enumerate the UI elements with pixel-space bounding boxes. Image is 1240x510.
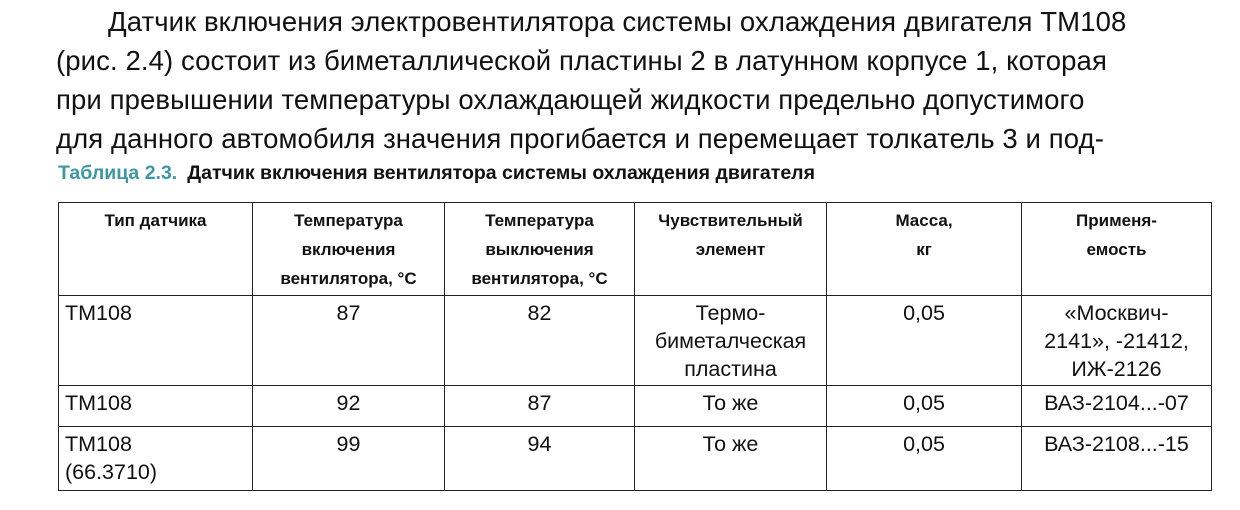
paragraph-line: для данного автомобиля значения прогибается и перемещает толкатель 3 и под- (56, 123, 1104, 154)
header-sensing-element: Чувствительный элемент (635, 203, 827, 296)
paragraph-line: при превышении температуры охлаждающей жидкости предельно допустимого (56, 84, 1085, 115)
header-sensor-type: Тип датчика (59, 203, 253, 296)
cell-sensor-type: ТМ108 (59, 386, 253, 427)
table-caption (58, 162, 815, 185)
paragraph-line: (рис. 2.4) состоит из биметаллической пластины 2 в латунном корпусе 1, которая (56, 45, 1107, 76)
table-row (59, 386, 1212, 427)
paragraph-line: Датчик включения электровентилятора системы охлаждения двигателя ТМ108 (108, 6, 1127, 37)
table-caption-label: Таблица 2.3. (58, 162, 178, 184)
cell-temp-on: 92 (253, 386, 445, 427)
table-row (59, 427, 1212, 491)
sensor-table (58, 202, 1212, 491)
cell-temp-off: 87 (445, 386, 635, 427)
table-row (59, 296, 1212, 386)
cell-sensor-type: ТМ108 (59, 296, 253, 386)
cell-temp-off: 94 (445, 427, 635, 491)
cell-application: ВАЗ-2104...-07 (1022, 386, 1212, 427)
cell-temp-off: 82 (445, 296, 635, 386)
cell-temp-on: 99 (253, 427, 445, 491)
cell-mass: 0,05 (827, 296, 1022, 386)
header-temp-on: Температура включения вентилятора, °С (253, 203, 445, 296)
cell-application: «Москвич- 2141», -21412, ИЖ-2126 (1022, 296, 1212, 386)
header-temp-off: Температура выключения вентилятора, °С (445, 203, 635, 296)
cell-application: ВАЗ-2108...-15 (1022, 427, 1212, 491)
cell-sensing-element: То же (635, 386, 827, 427)
cell-sensing-element: Термо- биметалческая пластина (635, 296, 827, 386)
cell-sensor-type: ТМ108 (66.3710) (59, 427, 253, 491)
body-paragraph (56, 2, 1216, 158)
header-mass: Масса, кг (827, 203, 1022, 296)
table-header-row (59, 203, 1212, 296)
cell-mass: 0,05 (827, 386, 1022, 427)
cell-temp-on: 87 (253, 296, 445, 386)
table-caption-title: Датчик включения вентилятора системы охлаждения двигателя (187, 162, 815, 184)
cell-mass: 0,05 (827, 427, 1022, 491)
cell-sensing-element: То же (635, 427, 827, 491)
header-application: Применя- емость (1022, 203, 1212, 296)
